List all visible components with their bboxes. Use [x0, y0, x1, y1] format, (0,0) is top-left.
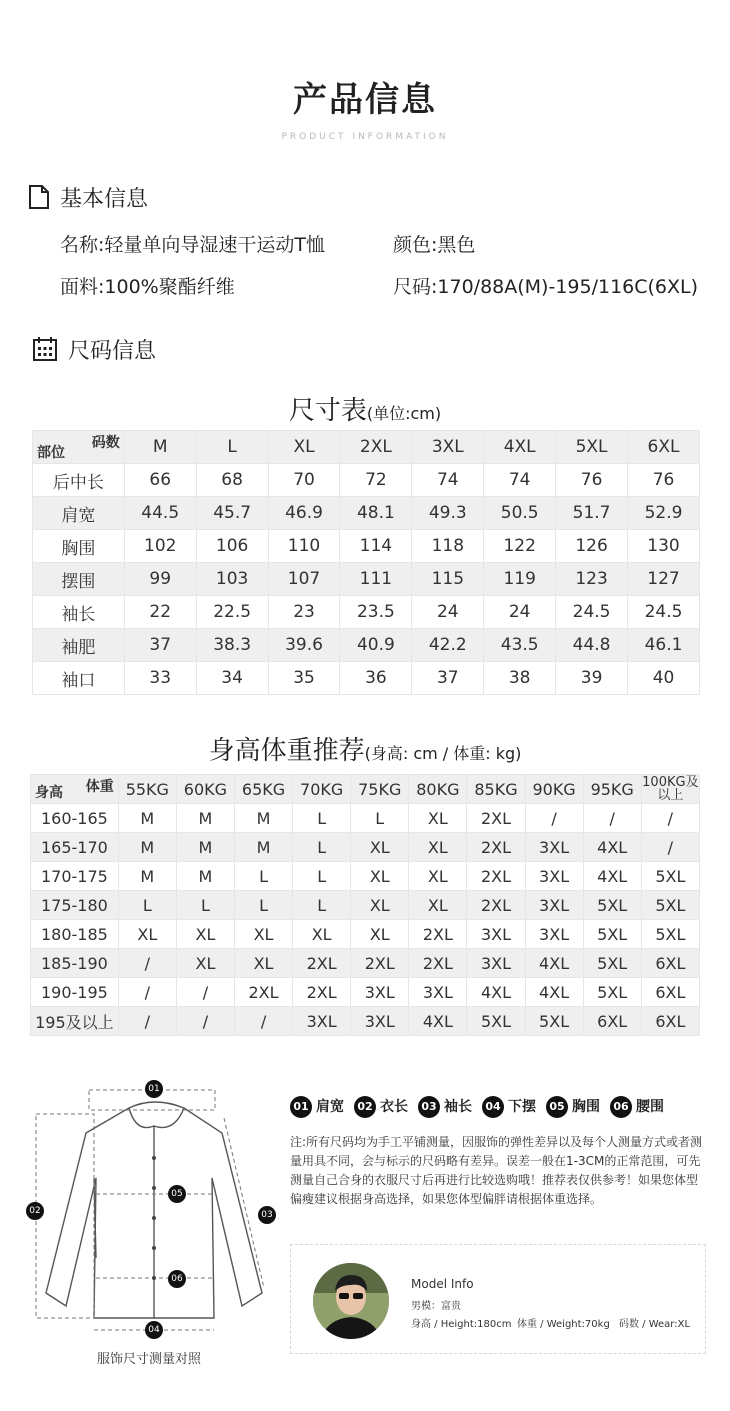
size-table-cell: 74 — [412, 464, 484, 497]
rec-table-cell: L — [234, 862, 292, 891]
rec-table-cell: XL — [409, 804, 467, 833]
size-table-cell: 46.1 — [628, 629, 700, 662]
size-table-cell: 70 — [268, 464, 340, 497]
size-table-cell: 24.5 — [628, 596, 700, 629]
rec-table-cell: L — [293, 862, 351, 891]
size-table-cell: 99 — [124, 563, 196, 596]
size-table-cell: 37 — [412, 662, 484, 695]
rec-table-cell: 5XL — [583, 920, 641, 949]
rec-table-row-label: 160-165 — [31, 804, 119, 833]
rec-table-cell: / — [583, 804, 641, 833]
model-info-card — [290, 1244, 706, 1354]
rec-table-cell: 3XL — [525, 833, 583, 862]
legend-item — [354, 1096, 408, 1118]
legend-number: 06 — [610, 1096, 632, 1118]
size-table-row — [33, 497, 700, 530]
rec-table-row — [31, 862, 700, 891]
size-table-header-row — [33, 431, 700, 464]
rec-table-cell: 5XL — [525, 1007, 583, 1036]
size-info-heading: 尺码信息 — [68, 339, 157, 364]
size-table-cell: 66 — [124, 464, 196, 497]
legend-label: 下摆 — [508, 1099, 536, 1115]
rec-table-cell: XL — [176, 920, 234, 949]
rec-table-row-label: 175-180 — [31, 891, 119, 920]
rec-table-column-header: 75KG — [351, 775, 409, 804]
size-table-column-header: 6XL — [628, 431, 700, 464]
size-table-cell: 33 — [124, 662, 196, 695]
rec-table-row — [31, 920, 700, 949]
rec-table-cell: L — [293, 833, 351, 862]
rec-table-column-header: 85KG — [467, 775, 525, 804]
rec-table-cell: XL — [351, 891, 409, 920]
rec-table-cell: 6XL — [583, 1007, 641, 1036]
rec-table-header-row — [31, 775, 700, 804]
rec-table-cell: 2XL — [467, 804, 525, 833]
page-title: 产品信息 — [293, 80, 437, 120]
size-table-corner-top: 码数 — [91, 435, 120, 451]
size-table-row-label: 袖长 — [33, 596, 125, 629]
size-table-cell: 39 — [556, 662, 628, 695]
document-icon — [28, 184, 50, 214]
size-table-cell: 34 — [196, 662, 268, 695]
rec-table-cell: M — [234, 804, 292, 833]
rec-table-cell: 6XL — [641, 949, 699, 978]
rec-table-cell: XL — [234, 949, 292, 978]
rec-table-cell: XL — [351, 833, 409, 862]
model-info-title: Model Info — [411, 1277, 474, 1291]
rec-table-title — [0, 730, 730, 767]
rec-table-cell: 5XL — [583, 891, 641, 920]
size-table-cell: 24 — [412, 596, 484, 629]
rec-table-cell: / — [118, 949, 176, 978]
size-table-cell: 127 — [628, 563, 700, 596]
legend-label: 肩宽 — [316, 1099, 344, 1115]
rec-table-cell: / — [641, 833, 699, 862]
size-table-cell: 118 — [412, 530, 484, 563]
size-table-cell: 44.8 — [556, 629, 628, 662]
rec-table-cell: XL — [409, 833, 467, 862]
size-table-column-header: 3XL — [412, 431, 484, 464]
recommendation-table — [30, 774, 700, 1036]
rec-table-cell: XL — [351, 862, 409, 891]
legend-item — [418, 1096, 472, 1118]
size-table-cell: 35 — [268, 662, 340, 695]
rec-table-cell: 4XL — [409, 1007, 467, 1036]
size-table-row — [33, 662, 700, 695]
size-table-row-label: 胸围 — [33, 530, 125, 563]
rec-table-cell: 3XL — [525, 862, 583, 891]
size-table-cell: 24 — [484, 596, 556, 629]
size-table-cell: 52.9 — [628, 497, 700, 530]
marker-02: 02 — [26, 1202, 44, 1220]
size-table-cell: 24.5 — [556, 596, 628, 629]
product-fabric: 面料:100%聚酯纤维 — [60, 276, 235, 298]
size-table-cell: 72 — [340, 464, 412, 497]
size-table-column-header: 4XL — [484, 431, 556, 464]
rec-table-cell: 6XL — [641, 978, 699, 1007]
rec-table-cell: 5XL — [641, 891, 699, 920]
size-table-cell: 22.5 — [196, 596, 268, 629]
size-table-cell: 37 — [124, 629, 196, 662]
rec-table-column-header: 55KG — [118, 775, 176, 804]
rec-table-cell: 5XL — [583, 978, 641, 1007]
rec-table-cell: 4XL — [583, 862, 641, 891]
rec-table-cell: 2XL — [234, 978, 292, 1007]
rec-table-cell: 2XL — [293, 949, 351, 978]
rec-table-cell: L — [176, 891, 234, 920]
rec-table-cell: 4XL — [583, 833, 641, 862]
rec-table-cell: 3XL — [525, 920, 583, 949]
rec-table-cell: XL — [293, 920, 351, 949]
rec-table-cell: 3XL — [293, 1007, 351, 1036]
size-table-cell: 48.1 — [340, 497, 412, 530]
product-color: 颜色:黑色 — [393, 234, 476, 256]
size-table-cell: 51.7 — [556, 497, 628, 530]
size-table-column-header: XL — [268, 431, 340, 464]
size-table-corner-cell — [33, 431, 125, 464]
size-table-title — [0, 390, 730, 427]
rec-table-row — [31, 804, 700, 833]
size-table-cell: 39.6 — [268, 629, 340, 662]
size-table-cell: 107 — [268, 563, 340, 596]
size-table-row — [33, 464, 700, 497]
size-table-cell: 43.5 — [484, 629, 556, 662]
measure-legend — [290, 1096, 710, 1118]
rec-table-cell: / — [176, 978, 234, 1007]
rec-table-cell: 2XL — [467, 833, 525, 862]
rec-table-cell: L — [293, 891, 351, 920]
calendar-icon — [32, 336, 58, 366]
rec-table-cell: 5XL — [641, 920, 699, 949]
rec-table-cell: 5XL — [641, 862, 699, 891]
size-table-row — [33, 530, 700, 563]
rec-table-cell: M — [118, 833, 176, 862]
rec-table-row-label: 165-170 — [31, 833, 119, 862]
rec-table-cell: L — [234, 891, 292, 920]
size-table-cell: 23.5 — [340, 596, 412, 629]
rec-table-cell: 2XL — [467, 891, 525, 920]
rec-table-cell: / — [118, 1007, 176, 1036]
size-table-name: 尺寸表 — [288, 396, 367, 426]
rec-table-cell: L — [118, 891, 176, 920]
size-table-cell: 45.7 — [196, 497, 268, 530]
marker-05: 05 — [168, 1185, 186, 1203]
rec-table-row — [31, 1007, 700, 1036]
rec-table-row-label: 180-185 — [31, 920, 119, 949]
rec-table-cell: 2XL — [409, 949, 467, 978]
size-table-row-label: 袖肥 — [33, 629, 125, 662]
rec-table-cell: 2XL — [467, 862, 525, 891]
size-table-cell: 110 — [268, 530, 340, 563]
legend-number: 03 — [418, 1096, 440, 1118]
size-table-cell: 119 — [484, 563, 556, 596]
size-table-row — [33, 563, 700, 596]
rec-table-cell: 5XL — [583, 949, 641, 978]
rec-table-cell: M — [118, 804, 176, 833]
rec-table-cell: / — [176, 1007, 234, 1036]
rec-table-cell: L — [293, 804, 351, 833]
size-table-cell: 42.2 — [412, 629, 484, 662]
rec-table-cell: XL — [176, 949, 234, 978]
rec-table-cell: 3XL — [351, 1007, 409, 1036]
rec-table-column-header: 100KG及以上 — [642, 775, 699, 803]
size-table-column-header: 2XL — [340, 431, 412, 464]
model-height: 身高 / Height:180cm — [411, 1319, 512, 1330]
size-table-row — [33, 629, 700, 662]
size-table-row-label: 肩宽 — [33, 497, 125, 530]
size-table-corner-bottom: 部位 — [37, 445, 65, 461]
rec-table-cell: XL — [351, 920, 409, 949]
size-table-cell: 102 — [124, 530, 196, 563]
rec-table-cell: 3XL — [351, 978, 409, 1007]
size-table-row-label: 袖口 — [33, 662, 125, 695]
size-table-cell: 126 — [556, 530, 628, 563]
size-table-cell: 49.3 — [412, 497, 484, 530]
legend-item — [290, 1096, 344, 1118]
size-table-cell: 40 — [628, 662, 700, 695]
rec-table-cell: 4XL — [525, 949, 583, 978]
legend-number: 02 — [354, 1096, 376, 1118]
size-table-cell: 50.5 — [484, 497, 556, 530]
measure-note: 注:所有尺码均为手工平铺测量，因服饰的弹性差异以及每个人测量方式或者测量用具不同，会与标示的尺码略有差异。误差一般在1-3CM的正常范围，可先测量自己合身的衣服尺寸后再进行比较选购哦！推荐表仅供参考！如果您体型偏瘦建议根据身高选择，如果您体型偏胖请根据体重选择。 — [290, 1135, 703, 1206]
legend-label: 袖长 — [444, 1099, 472, 1115]
size-table-row-label: 摆围 — [33, 563, 125, 596]
model-weight: 体重 / Weight:70kg — [517, 1319, 610, 1330]
legend-label: 胸围 — [572, 1099, 600, 1115]
rec-table-row — [31, 949, 700, 978]
rec-table-cell: M — [176, 833, 234, 862]
marker-06: 06 — [168, 1270, 186, 1288]
size-table-cell: 23 — [268, 596, 340, 629]
rec-table-corner-bottom: 身高 — [35, 785, 63, 801]
product-name: 名称:轻量单向导湿速干运动T恤 — [60, 234, 326, 256]
rec-table-column-header: 70KG — [293, 775, 351, 804]
rec-table-row-label: 195及以上 — [31, 1007, 119, 1036]
size-table-column-header: M — [124, 431, 196, 464]
model-size: 码数 / Wear:XL — [619, 1319, 691, 1330]
size-table-cell: 114 — [340, 530, 412, 563]
legend-number: 05 — [546, 1096, 568, 1118]
rec-table-cell: 3XL — [409, 978, 467, 1007]
size-table-cell: 46.9 — [268, 497, 340, 530]
rec-table-corner-top: 体重 — [85, 779, 114, 795]
rec-table-cell: 3XL — [467, 949, 525, 978]
rec-table-cell: / — [525, 804, 583, 833]
garment-measure-diagram — [24, 1078, 284, 1348]
rec-table-row — [31, 978, 700, 1007]
size-table-cell: 123 — [556, 563, 628, 596]
rec-table-cell: XL — [409, 891, 467, 920]
marker-01: 01 — [145, 1080, 163, 1098]
rec-table-cell: 5XL — [467, 1007, 525, 1036]
size-table-cell: 36 — [340, 662, 412, 695]
rec-table-cell: / — [118, 978, 176, 1007]
legend-label: 衣长 — [380, 1099, 408, 1115]
legend-number: 04 — [482, 1096, 504, 1118]
page-subtitle: PRODUCT INFORMATION — [281, 132, 449, 142]
legend-item — [482, 1096, 536, 1118]
size-table — [32, 430, 700, 695]
rec-table-row — [31, 833, 700, 862]
size-table-cell: 76 — [628, 464, 700, 497]
rec-table-cell: 4XL — [467, 978, 525, 1007]
size-table-cell: 38.3 — [196, 629, 268, 662]
rec-table-cell: M — [234, 833, 292, 862]
legend-number: 01 — [290, 1096, 312, 1118]
model-avatar — [313, 1263, 389, 1339]
rec-table-column-header: 60KG — [176, 775, 234, 804]
rec-table-unit: (身高: cm / 体重: kg) — [364, 744, 522, 763]
size-table-column-header: L — [196, 431, 268, 464]
size-table-cell: 22 — [124, 596, 196, 629]
rec-table-cell: 2XL — [351, 949, 409, 978]
size-table-cell: 44.5 — [124, 497, 196, 530]
marker-04: 04 — [145, 1321, 163, 1339]
size-table-cell: 38 — [484, 662, 556, 695]
size-table-cell: 74 — [484, 464, 556, 497]
size-table-cell: 40.9 — [340, 629, 412, 662]
rec-table-column-header: 65KG — [234, 775, 292, 804]
rec-table-corner-cell — [31, 775, 119, 804]
rec-table-column-header: 90KG — [525, 775, 583, 804]
legend-item — [546, 1096, 600, 1118]
legend-item — [610, 1096, 664, 1118]
rec-table-name: 身高体重推荐 — [208, 736, 365, 766]
product-size-range: 尺码:170/88A(M)-195/116C(6XL) — [393, 276, 699, 298]
size-table-cell: 106 — [196, 530, 268, 563]
rec-table-cell: XL — [118, 920, 176, 949]
rec-table-column-header: 80KG — [409, 775, 467, 804]
rec-table-cell: 6XL — [641, 1007, 699, 1036]
basic-info-heading: 基本信息 — [60, 187, 149, 212]
rec-table-cell: 3XL — [467, 920, 525, 949]
size-table-cell: 68 — [196, 464, 268, 497]
rec-table-row — [31, 891, 700, 920]
rec-table-cell: / — [641, 804, 699, 833]
size-table-cell: 111 — [340, 563, 412, 596]
rec-table-cell: M — [118, 862, 176, 891]
rec-table-cell: XL — [409, 862, 467, 891]
size-table-unit: (单位:cm) — [366, 404, 442, 423]
size-table-row — [33, 596, 700, 629]
rec-table-row-label: 170-175 — [31, 862, 119, 891]
rec-table-cell: M — [176, 862, 234, 891]
rec-table-cell: 3XL — [525, 891, 583, 920]
rec-table-column-header: 95KG — [583, 775, 641, 804]
rec-table-cell: L — [351, 804, 409, 833]
size-table-cell: 122 — [484, 530, 556, 563]
rec-table-row-label: 185-190 — [31, 949, 119, 978]
size-table-row-label: 后中长 — [33, 464, 125, 497]
rec-table-cell: 4XL — [525, 978, 583, 1007]
size-table-column-header: 5XL — [556, 431, 628, 464]
rec-table-cell: M — [176, 804, 234, 833]
size-table-cell: 130 — [628, 530, 700, 563]
rec-table-cell: 2XL — [293, 978, 351, 1007]
size-table-cell: 115 — [412, 563, 484, 596]
rec-table-cell: XL — [234, 920, 292, 949]
rec-table-row-label: 190-195 — [31, 978, 119, 1007]
diagram-caption: 服饰尺寸测量对照 — [97, 1352, 202, 1367]
rec-table-cell: 2XL — [409, 920, 467, 949]
size-table-cell: 103 — [196, 563, 268, 596]
model-name: 男模：富贵 — [411, 1301, 461, 1312]
legend-label: 腰围 — [636, 1099, 664, 1115]
rec-table-cell: / — [234, 1007, 292, 1036]
marker-03: 03 — [258, 1206, 276, 1224]
size-table-cell: 76 — [556, 464, 628, 497]
